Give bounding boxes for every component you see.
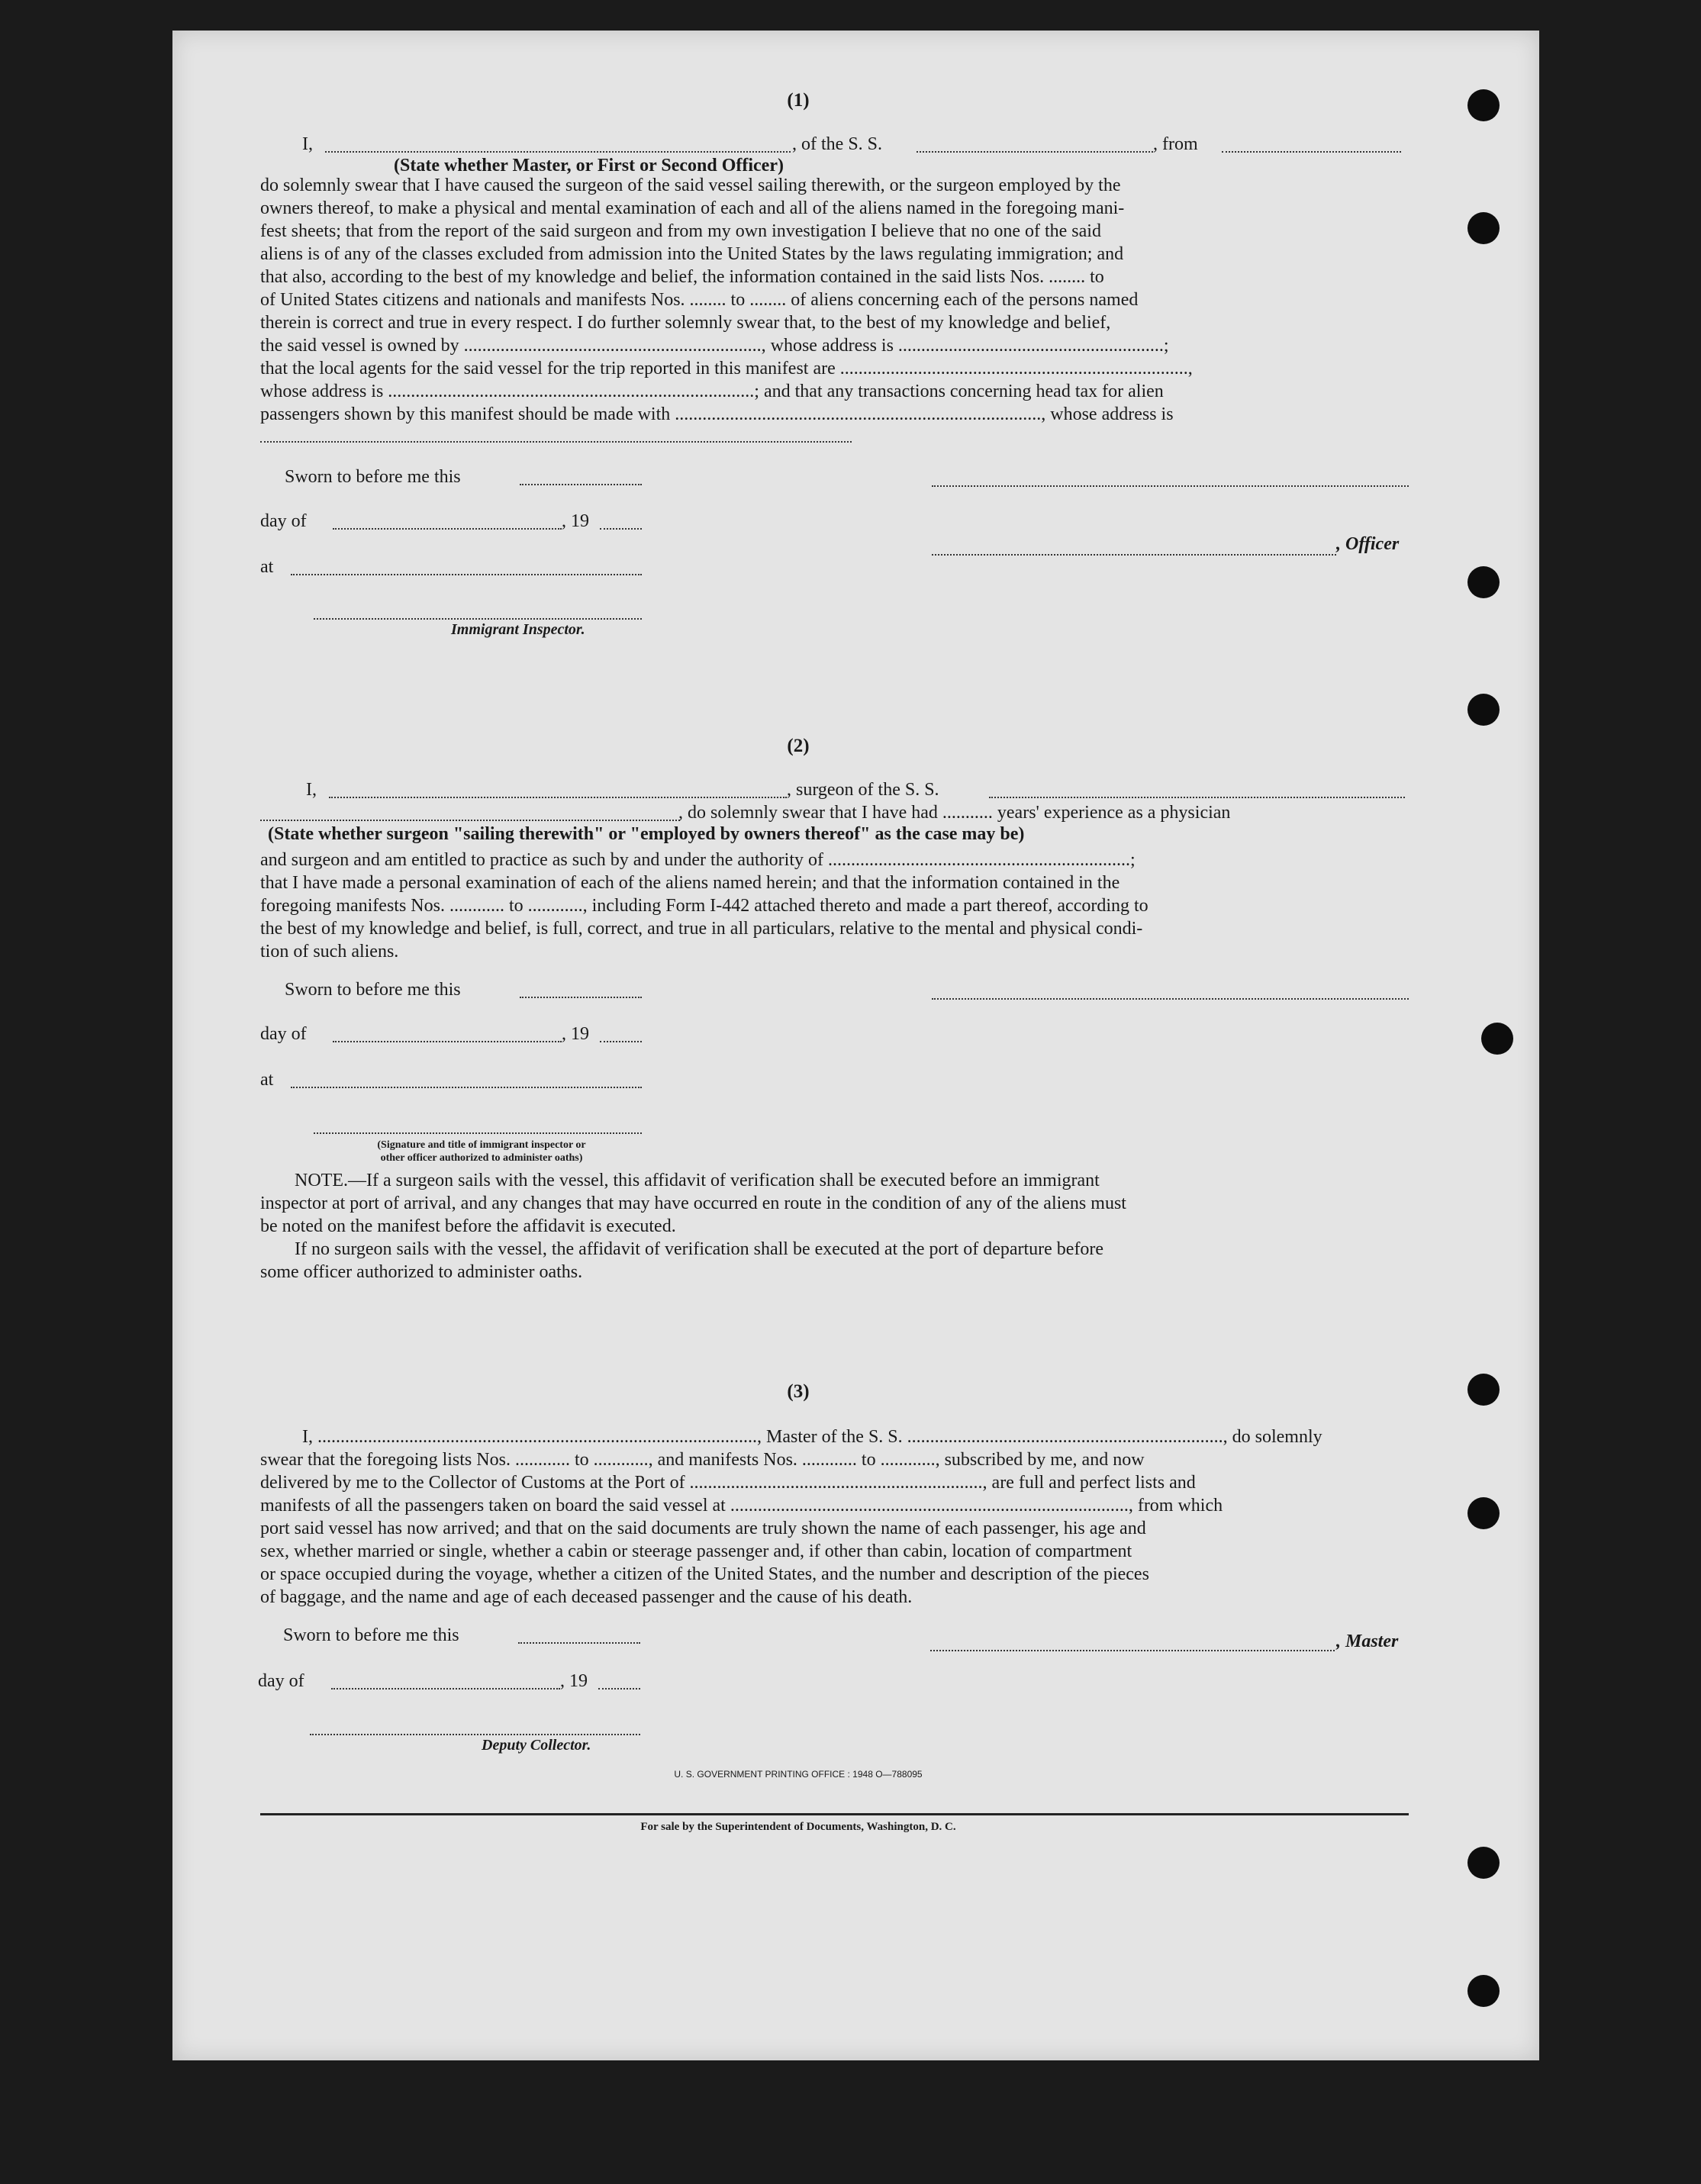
punch-hole bbox=[1467, 212, 1500, 244]
section-3-line: or space occupied during the voyage, whether a citizen of the United States, and the number and description of the pieces bbox=[260, 1564, 1149, 1584]
note-line: NOTE.—If a surgeon sails with the vessel, this affidavit of verification shall be executed before an immigrant bbox=[295, 1171, 1100, 1190]
section-1-line: aliens is of any of the classes excluded from admission into the United States by the laws regulating immigration; and bbox=[260, 244, 1124, 264]
section-3-line: swear that the foregoing lists Nos. ............ to ............, and manifests Nos. ............ to ............, subscribed by me, and now bbox=[260, 1450, 1145, 1470]
punch-hole bbox=[1467, 566, 1500, 598]
year-label: , 19 bbox=[562, 1024, 589, 1044]
section-1-body bbox=[260, 174, 1409, 426]
section-1-line: therein is correct and true in every respect. I do further solemnly swear that, to the best of my knowledge and belief, bbox=[260, 313, 1111, 333]
surgeon-status-field[interactable] bbox=[260, 804, 680, 821]
section-1-of-ss: , of the S. S. bbox=[792, 134, 883, 154]
section-2-line: the best of my knowledge and belief, is full, correct, and true in all particulars, relative to the mental and physical condi- bbox=[260, 919, 1143, 939]
signature-hint-line: (Signature and title of immigrant inspector or bbox=[377, 1139, 586, 1151]
punch-hole bbox=[1467, 1975, 1500, 2007]
note-paragraph bbox=[260, 1169, 1409, 1284]
ship-name-field[interactable] bbox=[917, 136, 1153, 153]
note-line: inspector at port of arrival, and any changes that may have occurred en route in the condition of any of the aliens must bbox=[260, 1193, 1126, 1213]
section-1-line: the said vessel is owned by ................................................................., whose address is ..........................................................; bbox=[260, 336, 1169, 356]
year-field[interactable] bbox=[598, 1673, 640, 1690]
at-place-field[interactable] bbox=[291, 559, 642, 575]
section-2-i: I, bbox=[306, 780, 317, 800]
surgeon-name-field[interactable] bbox=[329, 781, 787, 798]
footer-rule bbox=[260, 1813, 1409, 1815]
officer-title-line[interactable] bbox=[932, 554, 1336, 556]
note-line: some officer authorized to administer oaths. bbox=[260, 1262, 583, 1282]
deputy-signature-line[interactable] bbox=[310, 1734, 640, 1735]
sworn-day-field[interactable] bbox=[518, 1627, 640, 1644]
surgeon-signature-line[interactable] bbox=[932, 998, 1409, 1000]
section-1-line: that also, according to the best of my knowledge and belief, the information contained in the said lists Nos. ........ to bbox=[260, 267, 1104, 287]
month-field[interactable] bbox=[333, 1026, 562, 1042]
section-1-from: , from bbox=[1153, 134, 1198, 154]
signature-hint bbox=[321, 1139, 642, 1164]
section-2-number: (2) bbox=[787, 736, 810, 756]
officer-label: , Officer bbox=[1336, 534, 1400, 554]
surgeon-hint: (State whether surgeon "sailing therewith" or "employed by owners thereof" as the case may be) bbox=[268, 824, 1025, 844]
year-field[interactable] bbox=[600, 513, 642, 530]
surgeon-ship-field[interactable] bbox=[989, 781, 1405, 798]
year-label: , 19 bbox=[560, 1671, 588, 1691]
at-label: at bbox=[260, 557, 274, 577]
inspector-label: Immigrant Inspector. bbox=[451, 621, 585, 638]
form-sheet bbox=[172, 31, 1539, 2060]
from-port-field[interactable] bbox=[1222, 136, 1401, 153]
address-continuation-line[interactable] bbox=[260, 441, 852, 443]
surgeon-of-label: , surgeon of the S. S. bbox=[787, 780, 939, 800]
punch-hole bbox=[1467, 694, 1500, 726]
section-3-line: I, ................................................................................................, Master of the S. S. ....................................................................., do solemnly bbox=[302, 1427, 1322, 1447]
master-signature-line[interactable] bbox=[930, 1650, 1335, 1651]
section-3-line: manifests of all the passengers taken on board the said vessel at ......................................................................................., from which bbox=[260, 1496, 1223, 1516]
master-hint: (State whether Master, or First or Second Officer) bbox=[394, 156, 784, 176]
punch-hole bbox=[1481, 1023, 1513, 1055]
section-2-body bbox=[260, 849, 1409, 963]
section-3-body bbox=[260, 1425, 1409, 1609]
section-1-line: fest sheets; that from the report of the said surgeon and from my own investigation I believe that no one of the said bbox=[260, 221, 1101, 241]
master-name-field[interactable] bbox=[325, 136, 791, 153]
punch-hole bbox=[1467, 89, 1500, 121]
section-2-line: foregoing manifests Nos. ............ to ............, including Form I-442 attached thereto and made a part thereof, according to bbox=[260, 896, 1148, 916]
section-2-line: and surgeon and am entitled to practice as such by and under the authority of ..................................................................; bbox=[260, 850, 1136, 870]
section-3-line: port said vessel has now arrived; and that on the said documents are truly shown the name of each passenger, his age and bbox=[260, 1519, 1146, 1538]
month-field[interactable] bbox=[331, 1673, 560, 1690]
sale-notice: For sale by the Superintendent of Documents, Washington, D. C. bbox=[640, 1821, 956, 1833]
sworn-label: Sworn to before me this bbox=[285, 980, 461, 1000]
master-label: , Master bbox=[1336, 1632, 1399, 1651]
officer-signature-line[interactable] bbox=[932, 485, 1409, 487]
section-2-line: that I have made a personal examination of each of the aliens named herein; and that the information contained in the bbox=[260, 873, 1120, 893]
punch-hole bbox=[1467, 1847, 1500, 1879]
note-line: be noted on the manifest before the affidavit is executed. bbox=[260, 1216, 676, 1236]
section-1-line: do solemnly swear that I have caused the surgeon of the said vessel sailing therewith, or the surgeon employed by the bbox=[260, 176, 1121, 195]
at-label: at bbox=[260, 1070, 274, 1090]
sworn-label: Sworn to before me this bbox=[285, 467, 461, 487]
day-of-label: day of bbox=[260, 511, 307, 531]
day-of-label: day of bbox=[258, 1671, 304, 1691]
printing-office-line: U. S. GOVERNMENT PRINTING OFFICE : 1948 O—788095 bbox=[674, 1769, 923, 1780]
section-1-line: of United States citizens and nationals and manifests Nos. ........ to ........ of aliens concerning each of the persons named bbox=[260, 290, 1139, 310]
sworn-day-field[interactable] bbox=[520, 469, 642, 485]
punch-hole bbox=[1467, 1374, 1500, 1406]
deputy-label: Deputy Collector. bbox=[482, 1737, 591, 1754]
surgeon-swear-line: , do solemnly swear that I have had ........... years' experience as a physician bbox=[678, 803, 1231, 823]
section-3-line: of baggage, and the name and age of each deceased passenger and the cause of his death. bbox=[260, 1587, 913, 1607]
section-1-i: I, bbox=[302, 134, 313, 154]
punch-hole bbox=[1467, 1497, 1500, 1529]
section-3-line: sex, whether married or single, whether a cabin or steerage passenger and, if other than cabin, location of compartment bbox=[260, 1541, 1132, 1561]
section-1-line: passengers shown by this manifest should be made with ................................................................................, whose address is bbox=[260, 404, 1174, 424]
year-label: , 19 bbox=[562, 511, 589, 531]
sworn-day-field[interactable] bbox=[520, 981, 642, 998]
section-1-line: whose address is ................................................................................; and that any transactions concerning head tax for alien bbox=[260, 382, 1164, 401]
sworn-label: Sworn to before me this bbox=[283, 1625, 459, 1645]
section-2-line: tion of such aliens. bbox=[260, 942, 399, 962]
section-1-line: that the local agents for the said vessel for the trip reported in this manifest are ............................................................................, bbox=[260, 359, 1193, 378]
section-3-line: delivered by me to the Collector of Customs at the Port of ................................................................, are full and perfect lists and bbox=[260, 1473, 1196, 1493]
section-3-number: (3) bbox=[787, 1381, 810, 1402]
at-place-field[interactable] bbox=[291, 1071, 642, 1088]
section-1-line: owners thereof, to make a physical and mental examination of each and all of the aliens named in the foregoing mani- bbox=[260, 198, 1125, 218]
section-1-number: (1) bbox=[787, 90, 810, 111]
day-of-label: day of bbox=[260, 1024, 307, 1044]
year-field[interactable] bbox=[600, 1026, 642, 1042]
note-line: If no surgeon sails with the vessel, the affidavit of verification shall be executed at the port of departure before bbox=[295, 1239, 1104, 1259]
month-field[interactable] bbox=[333, 513, 562, 530]
signature-hint-line: other officer authorized to administer oaths) bbox=[380, 1152, 583, 1164]
inspector-signature-line[interactable] bbox=[314, 618, 642, 620]
inspector-signature-line[interactable] bbox=[314, 1132, 642, 1134]
